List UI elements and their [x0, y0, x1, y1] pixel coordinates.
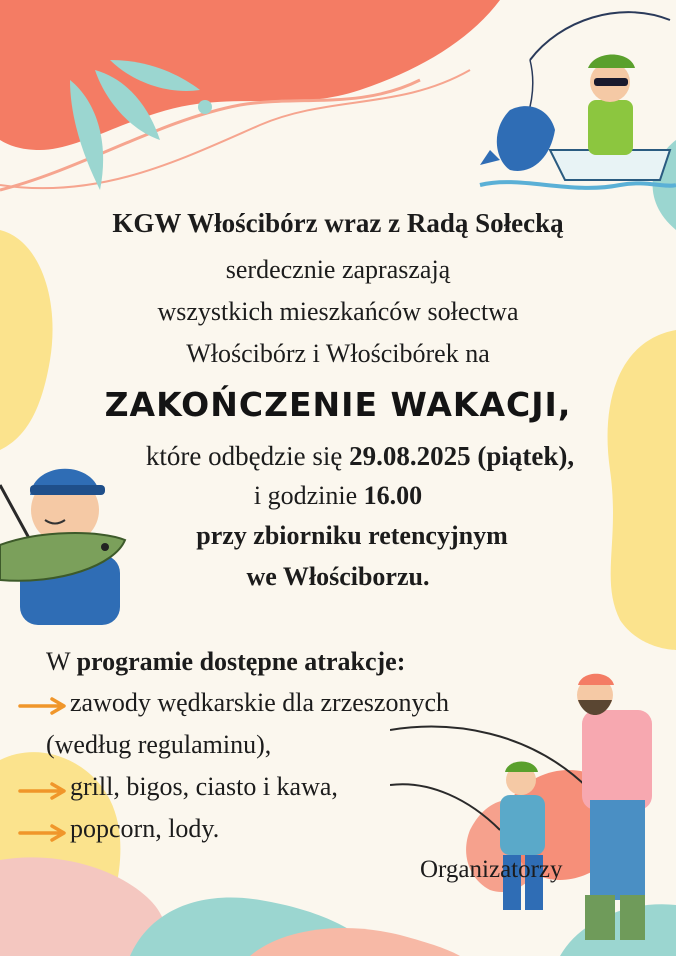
date-prefix: które odbędzie się: [145, 441, 350, 471]
program-item: grill, bigos, ciasto i kawa,: [70, 772, 338, 801]
event-place-1: przy zbiorniku retencyjnym: [196, 521, 508, 550]
signature: Organizatorzy: [420, 856, 563, 883]
event-place-2: we Włościborzu.: [246, 562, 430, 591]
date-value: 29.08.2025 (piątek),: [349, 441, 575, 471]
event-time: [0, 481, 676, 511]
event-headline: ZAKOŃCZENIE WAKACJI,: [104, 385, 572, 424]
time-value: 16.00: [363, 481, 423, 510]
arrow-icon: [18, 823, 68, 843]
fisherman-boat-illustration: [470, 0, 676, 210]
time-prefix: i godzinie: [253, 481, 364, 510]
program-title: [46, 647, 405, 677]
invitation-line-2: serdecznie zapraszają: [225, 255, 451, 284]
program-title-bold: programie dostępne atrakcje:: [76, 647, 406, 676]
invitation-line-3: wszystkich mieszkańców sołectwa: [157, 297, 519, 326]
arrow-icon: [18, 781, 68, 801]
arrow-icon: [18, 696, 68, 716]
program-item: zawody wędkarskie dla zrzeszonych: [70, 688, 449, 717]
invitation-title: KGW Włościbórz wraz z Radą Sołecką: [112, 208, 564, 238]
invitation-line-4: Włościbórz i Włościbórek na: [186, 339, 490, 368]
event-date: [22, 441, 676, 472]
program-item-continuation: (według regulaminu),: [46, 730, 272, 759]
program-title-prefix: W: [46, 647, 77, 676]
program-item: popcorn, lody.: [70, 814, 220, 843]
